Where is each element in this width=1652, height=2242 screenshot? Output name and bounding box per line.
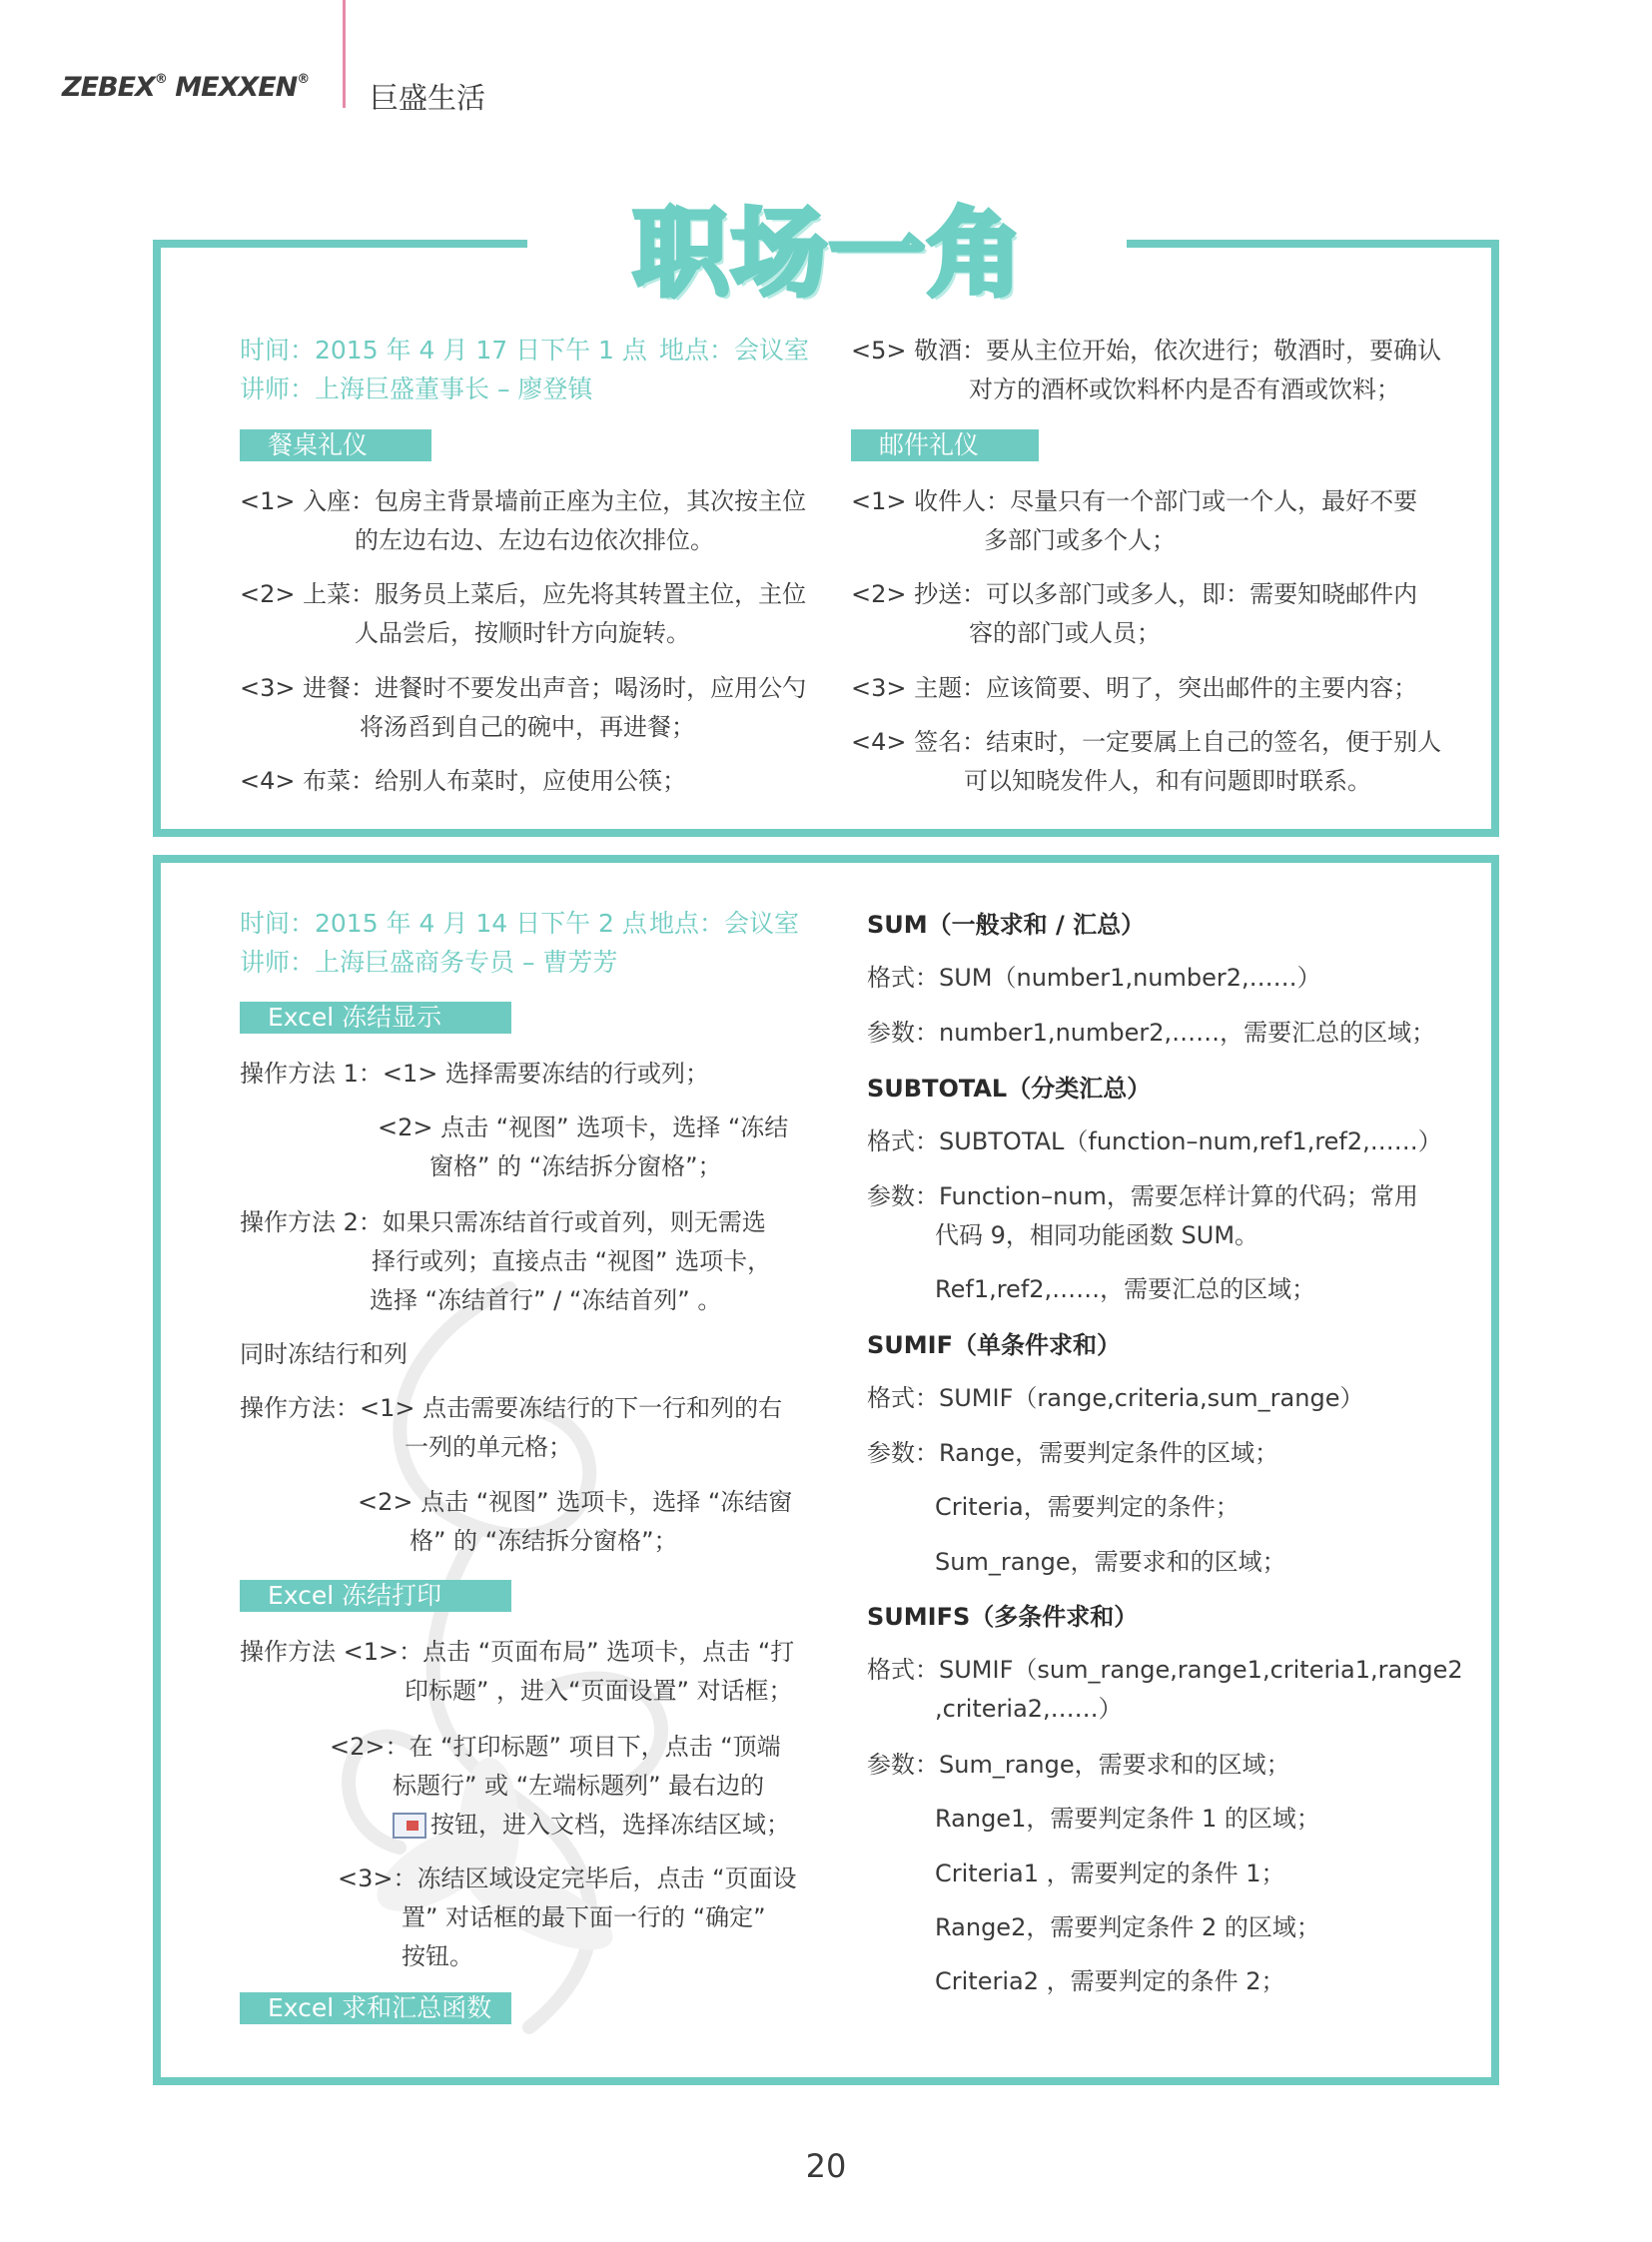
sum-title: SUM（一般求和 / 汇总） [867, 911, 1146, 939]
table-item-2-line2: 人品尝后，按顺时针方向旋转。 [355, 619, 690, 647]
header-divider [343, 0, 346, 108]
sumif-param3: Sum_range，需要求和的区域； [935, 1548, 1286, 1576]
subtotal-param2: Ref1,ref2,……，需要汇总的区域； [935, 1275, 1316, 1303]
mail-item-1-line2: 多部门或多个人； [984, 526, 1176, 554]
freeze-method2-line3: 选择 “冻结首行” / “冻结首列” 。 [370, 1286, 722, 1314]
brand-zebex: ZEBEX [62, 72, 155, 103]
freeze-method1-step1: 操作方法 1：<1> 选择需要冻结的行或列； [240, 1060, 710, 1088]
toast-line2: 对方的酒杯或饮料杯内是否有酒或饮料； [969, 375, 1400, 403]
freeze-method1-step2-line2: 窗格” 的 “冻结拆分窗格”； [429, 1152, 722, 1180]
print-step2-line3-text: 按钮，进入文档，选择冻结区域； [430, 1811, 790, 1839]
mail-item-1-line1: <1> 收件人：尽量只有一个部门或一个人，最好不要 [851, 487, 1418, 515]
print-step3-line1: <3>：冻结区域设定完毕后，点击 “页面设 [338, 1865, 797, 1892]
freeze-method2-line1: 操作方法 2：如果只需冻结首行或首列，则无需选 [240, 1208, 766, 1236]
print-step1-line2: 印标题” ，进入“页面设置” 对话框； [405, 1677, 793, 1705]
subtotal-param1: 参数：Function–num，需要怎样计算的代码；常用 [867, 1182, 1418, 1210]
subtotal-param1b: 代码 9，相同功能函数 SUM。 [935, 1221, 1259, 1249]
table-item-1-line2: 的左边右边、左边右边依次排位。 [355, 526, 714, 554]
sumifs-param4: Range2，需要判定条件 2 的区域； [935, 1913, 1320, 1941]
sumif-param1: 参数：Range，需要判定条件的区域； [867, 1439, 1279, 1467]
subtotal-format: 格式：SUBTOTAL（function–num,ref1,ref2,……） [867, 1127, 1442, 1155]
sumifs-param3: Criteria1 ，需要判定的条件 1； [935, 1860, 1285, 1887]
print-step2-line1: <2>：在 “打印标题” 项目下，点击 “顶端 [330, 1733, 781, 1761]
mail-item-4-line1: <4> 签名：结束时，一定要属上自己的签名，便于别人 [851, 728, 1442, 756]
mail-item-2-line1: <2> 抄送：可以多部门或多人，即：需要知晓邮件内 [851, 580, 1418, 608]
table-item-3-line1: <3> 进餐：进餐时不要发出声音；喝汤时，应用公勺 [240, 674, 807, 702]
freeze-method1-step2-line1: <2> 点击 “视图” 选项卡，选择 “冻结 [378, 1114, 789, 1141]
freeze-method2-line2: 择行或列；直接点击 “视图” 选项卡， [372, 1247, 772, 1275]
section-title-excel-print: Excel 冻结打印 [240, 1580, 511, 1612]
panel2-lecturer: 讲师：上海巨盛商务专员 – 曹芳芳 [240, 948, 618, 977]
print-step2-line3 [393, 1806, 790, 1844]
section-title-excel-freeze: Excel 冻结显示 [240, 1002, 511, 1034]
panel2-time: 时间：2015 年 4 月 14 日下午 2 点 [240, 909, 647, 938]
toast-line1: <5> 敬酒：要从主位开始，依次进行；敬酒时，要确认 [851, 337, 1442, 365]
freeze-method3-line1: 操作方法：<1> 点击需要冻结行的下一行和列的右 [240, 1394, 783, 1422]
sumifs-format-line2: ,criteria2,……） [935, 1695, 1123, 1723]
collapse-dialog-button-icon [393, 1813, 426, 1839]
sumifs-param2: Range1，需要判定条件 1 的区域； [935, 1805, 1320, 1833]
freeze-method3-step2-line2: 格” 的 “冻结拆分窗格”； [410, 1527, 678, 1555]
section-title-table-etiquette: 餐桌礼仪 [240, 429, 431, 461]
brand-logo [62, 72, 309, 103]
sumifs-format-line1: 格式：SUMIF（sum_range,range1,criteria1,range2 [867, 1656, 1463, 1684]
panel1-place: 地点：会议室 [659, 336, 810, 365]
print-step3-line3: 按钮。 [402, 1942, 473, 1970]
section-title-email-etiquette: 邮件礼仪 [851, 429, 1039, 461]
sum-param: 参数：number1,number2,……，需要汇总的区域； [867, 1019, 1436, 1047]
freeze-method3-line2: 一列的单元格； [405, 1433, 572, 1461]
sum-format: 格式：SUM（number1,number2,……） [867, 964, 1321, 992]
sumifs-param1: 参数：Sum_range，需要求和的区域； [867, 1751, 1290, 1779]
page-number: 20 [805, 2147, 847, 2185]
mail-item-4-line2: 可以知晓发件人，和有问题即时联系。 [964, 767, 1371, 795]
panel1-lecturer: 讲师：上海巨盛董事长 – 廖登镇 [240, 374, 593, 403]
freeze-method3-step2-line1: <2> 点击 “视图” 选项卡，选择 “冻结窗 [358, 1488, 793, 1516]
print-step1-line1: 操作方法 <1>：点击 “页面布局” 选项卡，点击 “打 [240, 1638, 795, 1666]
section-title-excel-sum: Excel 求和汇总函数 [240, 1992, 511, 2024]
freeze-both-heading: 同时冻结行和列 [240, 1340, 408, 1368]
brand-mexxen: MEXXEN [175, 72, 298, 103]
panel2-place: 地点：会议室 [649, 909, 800, 938]
section-header-title: 巨盛生活 [370, 81, 486, 115]
table-item-3-line2: 将汤舀到自己的碗中，再进餐； [360, 713, 695, 741]
table-item-1-line1: <1> 入座：包房主背景墙前正座为主位，其次按主位 [240, 487, 807, 515]
registered-mark: ® [297, 72, 310, 87]
panel1-time: 时间：2015 年 4 月 17 日下午 1 点 [240, 336, 647, 365]
table-item-2-line1: <2> 上菜：服务员上菜后，应先将其转置主位，主位 [240, 580, 807, 608]
sumif-param2: Criteria，需要判定的条件； [935, 1493, 1239, 1521]
mail-item-3-line1: <3> 主题：应该简要、明了，突出邮件的主要内容； [851, 674, 1418, 702]
registered-mark: ® [154, 72, 167, 87]
table-item-4-line1: <4> 布菜：给别人布菜时，应使用公筷； [240, 767, 687, 795]
sumif-title: SUMIF（单条件求和） [867, 1331, 1121, 1359]
print-step2-line2: 标题行” 或 “左端标题列” 最右边的 [393, 1772, 765, 1800]
sumifs-param5: Criteria2 ，需要判定的条件 2； [935, 1967, 1285, 1995]
page-main-title: 职场一角 [633, 198, 1025, 310]
sumifs-title: SUMIFS（多条件求和） [867, 1603, 1139, 1631]
sumif-format: 格式：SUMIF（range,criteria,sum_range） [867, 1384, 1364, 1412]
subtotal-title: SUBTOTAL（分类汇总） [867, 1075, 1152, 1103]
mail-item-2-line2: 容的部门或人员； [969, 619, 1161, 647]
print-step3-line2: 置” 对话框的最下面一行的 “确定” [402, 1903, 766, 1931]
